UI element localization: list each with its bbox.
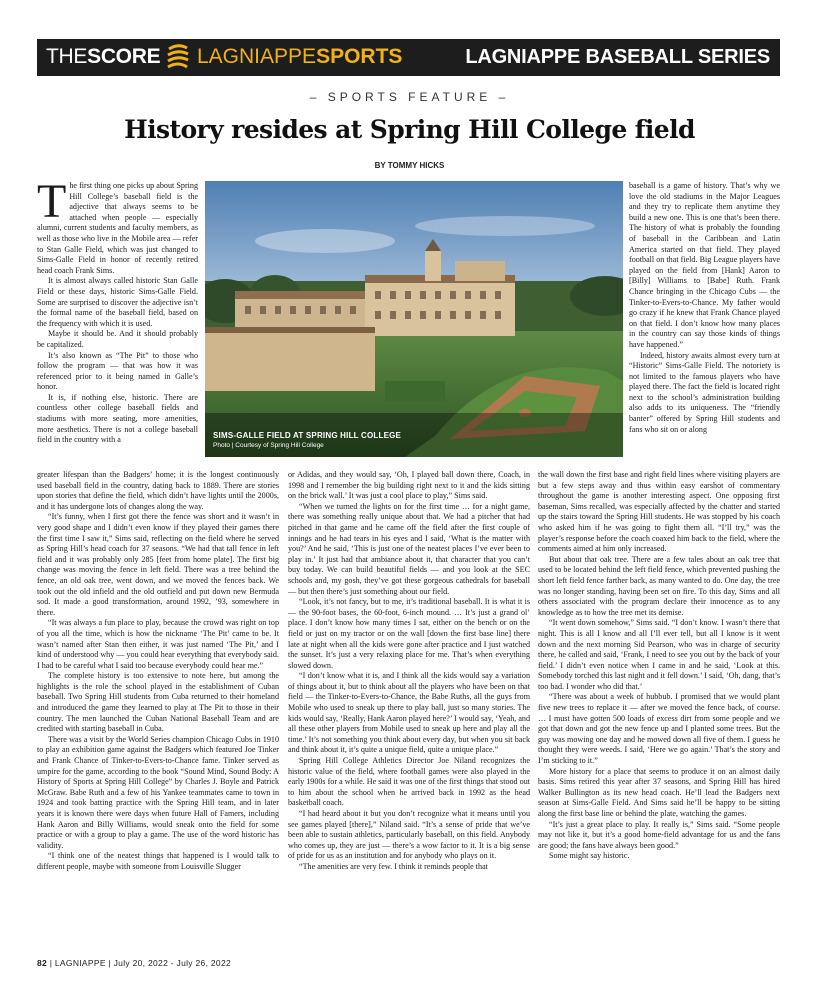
- page-footer: [37, 958, 231, 968]
- paragraph: “It’s just a great place to play. It really is,” Sims said. “Some people may not like it, but it’s a good home-field advantage for us and the fans are good; the fans have always been good.”: [538, 819, 780, 850]
- paragraph: “It was always a fun place to play, because the crowd was right on top of you all the time, which is how the nickname ‘The Pit’ came to be. It wasn’t named after Stan then either, it was just named ‘The Pit,’ and I kind of understood why — you could hear everything that everybody said. I had to be careful what I said too because everybody could hear me.”: [37, 618, 279, 670]
- brand-sports: SPORTS: [316, 45, 403, 68]
- field-photo: [205, 181, 623, 457]
- brand-score: SCORE: [87, 45, 161, 68]
- paragraph: “There was about a week of hubbub. I promised that we would plant five new trees to replace it — after we moved the fence back, of course. … I must have gotten 500 loads of excess dirt from some people and we got that down and got the new fence up and I planted some trees. But the guy was mowing one day and he mowed down all five of them. I guess he thought they were weeds. I said, ‘Here we go again.’ That’s the story and I’m sticking to it.”: [538, 692, 780, 766]
- paragraph: But about that oak tree. There are a few tales about an oak tree that used to be located behind the left field fence, which prevented pushing the short left field fence farther back, as many wanted to do. One day, the tree was no longer standing, having been set on fire. To this day, Sims and all others associated with the program declare their innocence as to any knowledge as to how the tree met its demise.: [538, 554, 780, 617]
- drop-cap: T: [37, 181, 67, 228]
- footer-sep: |: [47, 958, 55, 968]
- paragraph: “When we turned the lights on for the first time … for a night game, there was something really unique about that. We had a pitcher that had pitched in that game and he came off the field after the first couple of innings and he had tears in his eyes and I said, ‘What is the matter with you?’ And he said, ‘This is just one of the neatest places I’ve ever been to play in.’ It just had that ambiance about it, that character that you can’t buy today. We can build beautiful fields — and you look at the SEC schools and, my gosh, they’ve got these gorgeous cathedrals for baseball — but then there’s just something about our field.: [288, 501, 530, 596]
- paragraph: greater lifespan than the Badgers’ home; it is the longest continuously used baseball field in the country, dating back to 1889. There are stories upon stories that define the field, which didn’t have lights until the 2000s, and it has undergone lots of changes along the way.: [37, 470, 279, 511]
- aerial-field-image: [205, 181, 623, 457]
- paragraph: More history for a place that seems to produce it on an almost daily basis. Sims retired this year after 37 seasons, and Spring Hill has hired Walker Bullington as its new head coach. He’ll lead the Badgers next season at Sims-Galle Field. And Sims said he’ll be happy to be sitting along the first base line or behind the plate, watching the games.: [538, 766, 780, 818]
- paragraph: “The amenities are very few. I think it reminds people that: [299, 861, 488, 871]
- paragraph: “It’s funny, when I first got there the fence was short and it wasn’t in very good shape and I didn’t even know if they played their games there the first time I saw it,” Sims said, reflecting on the field where he served as Spring Hill’s head coach for 37 seasons. “We had that tall fence in left field and it was probably only 285 [feet from home plate]. The first big change was moving the fence in left field. There was a tree behind the fence, an old oak tree, went down, and we moved the fences back. We took out the old infield and the old outfield and put down new Bermuda sod. It made a good transformation, around 1992, ’93, somewhere in there.: [37, 512, 279, 617]
- article-column-2: [288, 470, 530, 928]
- paragraph: or Adidas, and they would say, ‘Oh, I played ball down there, Coach, in 1998 and I remember the big building right next to it and the kids sitting on the brick wall.’ It was just a cool place to play,” Sims said.: [288, 470, 530, 501]
- byline: BY TOMMY HICKS: [374, 161, 445, 170]
- paragraph: It is, if nothing else, historic. There are countless other college baseball fields and stadiums with more seating, more amenities, more aesthetics. There is not a college baseball field in the country with a: [37, 392, 198, 445]
- paragraph: “I had heard about it but you don’t recognize what it means until you see games played [there],” Niland said. “It’s a sense of pride that we’ve been able to sustain athletics, particularly baseball, on this field. Anybody who comes up, they are just — there’s a wow factor to it. It is a big sense of pride for us as an institution and for anybody who plays on it.: [288, 809, 530, 861]
- header-banner: [37, 39, 780, 76]
- paragraph: Spring Hill College Athletics Director Joe Niland recognizes the historic value of the field, where football games were also played in the early 1900s for a while. He said it was one of the first things that stood out to him about the school when he arrived back in 1992 as the head basketball coach.: [288, 756, 530, 808]
- headline: History resides at Spring Hill College field: [124, 115, 695, 144]
- footer-dates: | July 20, 2022 - July 26, 2022: [105, 958, 232, 968]
- paragraph: “Look, it’s not fancy, but to me, it’s traditional baseball. It is what it is — the 90-foot bases, the 60-foot, 6-inch mound. … It’s just a grand ol’ place. I don’t know how many times I sat, either on the bench or on the field or just on my tractor or on the wall [down the first base line] there late at night when all the kids were gone after practice and I just watched the sunset. It’s just a very relaxing place for me. That’s when everything slowed down.: [288, 597, 530, 670]
- paragraph: Maybe it should be. And it should probably be capitalized.: [37, 329, 198, 349]
- section-kicker: – SPORTS FEATURE –: [309, 90, 510, 104]
- brand-the: THE: [46, 45, 88, 68]
- brand-lagniappe: LAGNIAPPE: [197, 45, 317, 68]
- article-column-3: [538, 470, 780, 928]
- article-column-1-top: [37, 181, 198, 469]
- brand-the-score: [46, 45, 160, 69]
- footer-publication: LAGNIAPPE: [54, 958, 106, 968]
- paragraph: The complete history is too extensive to note here, but among the highlights is the role the school played in the establishment of Cuban baseball. Two Spring Hill students from Cuba returned to their homeland and introduced the game they learned to play at The Pit to those in their country. The men launched the Cuban National Baseball Team and are credited with starting baseball in Cuba.: [37, 671, 279, 734]
- photo-credit: Photo | Courtesy of Spring Hill College: [213, 442, 324, 449]
- paragraph: he first thing one picks up about Spring Hill College’s baseball field is the adjective that always seems to be attached when people — especially alumni, current students and faculty members, as well as those who live in the Mobile area — refer to Stan Galle Field, which was just changed to Sims-Galle Field in honor of recently retired head coach Frank Sims.: [37, 181, 198, 275]
- paragraph: baseball is a game of history. That’s why we love the old stadiums in the Major Leagues and they try to replicate them anytime they build a new one. This is one that’s been there. The history of what is probably the founding of baseball in the Caribbean and Latin America started on that field. They played football on that field. Big League players have played on the field from [Hank] Aaron to [Billy] Williams to [Babe] Ruth. Frank Chance bringing in the Chicago Cubs — the Tinker-to-Evers-to-Chance. My father would go crazy if he knew that Frank Chance played on that field. I don’t know how many places in the country can say those kinds of things have happened.”: [629, 181, 780, 349]
- paragraph: It is almost always called historic Stan Galle Field or these days, historic Sims-Galle Field. Some are surprised to discover the adjective isn’t the formal name of the baseball field, based on the frequency with which it is used.: [37, 276, 198, 328]
- page-number: 82: [37, 958, 48, 968]
- paragraph: the wall down the first base and right field lines where visiting players are but a few steps away and thus within easy earshot of commentary throughout the game is another interesting aspect. One opposing first baseman, Sims recalled, was especially affected by the chatter and started up the stairs toward the Spring Hill students. He was stopped by his coach who asked him if he was going to fight them all. “I’ll try,” was the player’s response before the coach coaxed him back to the field, where the comments aimed at him only increased.: [538, 470, 780, 554]
- paragraph: Indeed, history awaits almost every turn at “Historic” Sims-Galle Field. The notoriety is not limited to the famous players who have played there. The fact the field is located right next to the school’s administration building also adds to its uniqueness. The “friendly banter” offered by Spring Hill students and fans who sit on or along: [629, 350, 780, 434]
- paragraph: “It went down somehow,” Sims said. “I don’t know. I wasn’t there that night. This is all I know and all I’ll ever tell, but all I know is it went down and the next morning Sid Pearson, who was in charge of security there, he called and said, ‘Frank, I need to see you out by the back of your field.’ I didn’t even notice when I came in and he said, ‘Look at this. Somebody torched this last night and it fell down.’ I said, ‘Oh, dang, that’s too bad. I wonder who did that.’: [538, 618, 780, 691]
- paragraph: It’s also known as “The Pit” to those who follow the program — that was how it was referenced prior to it being named in Galle’s honor.: [37, 350, 198, 392]
- paragraph: There was a visit by the World Series champion Chicago Cubs in 1910 to play an exhibition game against the Badgers which featured Joe Tinker and Frank Chance of Tinker-to-Evers-to-Chance fame. Tinker served as umpire for the game, according to the book “Sound Mind, Sound Body: A History of Sports at Spring Hill College” by Charles J. Boyle and Patrick McGraw. Babe Ruth and a few of his Yankee teammates came to town in 1924 and took batting practice with the Spring Hill team, and in later years it is known there were days when future Hall of Famers, including Hank Aaron and Billy Williams, would sneak onto the field for some practice or with a group to play a game. The use of the word historic has validity.: [37, 734, 279, 850]
- paragraph: “I think one of the neatest things that happened is I would talk to different people, maybe with someone from Louisville Slugger: [37, 851, 279, 871]
- article-column-1: [37, 470, 279, 928]
- photo-caption: SIMS-GALLE FIELD AT SPRING HILL COLLEGE: [213, 431, 402, 440]
- paragraph: “I don’t know what it is, and I think all the kids would say a variation of things about it, but to think about all the players who have been on that field — the Tinker-to-Evers-to-Chance, the Babe Ruths, all the guys from Mobile who used to sneak up there to play ball, just so many stories. The kids would say, ‘Really, Hank Aaron played here?’ I would say, ‘Yeah, and all these other players from Mobile used to sneak up here and play all the time.’ It’s not something you think about every day, but when you sit back and think about it, it’s quite a unique field, quite a unique place.”: [288, 671, 530, 755]
- article-column-3-top: [629, 181, 780, 469]
- swirl-logo-icon: [165, 43, 191, 73]
- series-title: LAGNIAPPE BASEBALL SERIES: [465, 46, 770, 68]
- paragraph: Some might say historic.: [549, 851, 630, 861]
- brand-lagniappe-sports: [197, 45, 402, 69]
